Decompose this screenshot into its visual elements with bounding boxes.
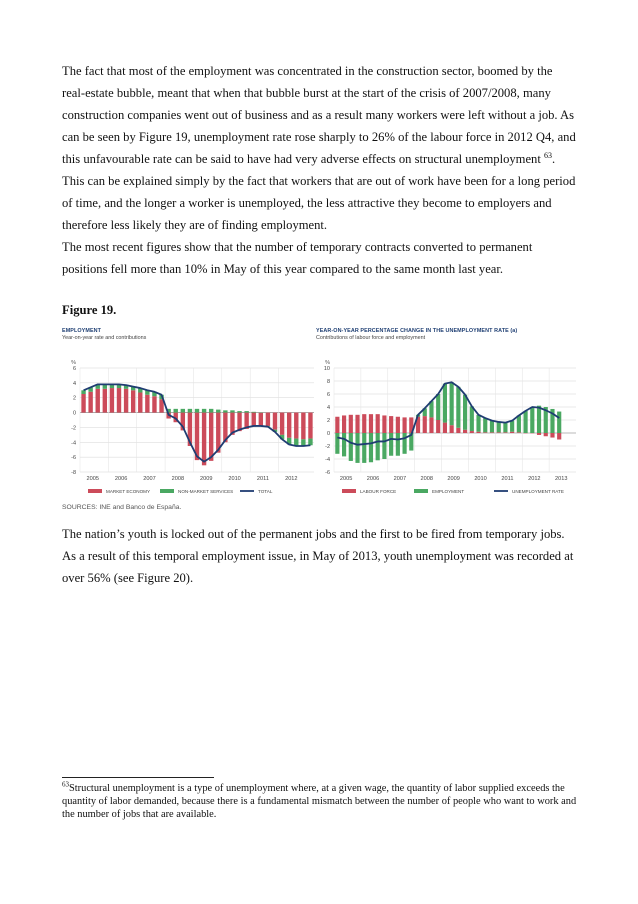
chart-2-bar-series-1: [443, 423, 447, 433]
chart-1-x-tick-label: 2006: [114, 476, 128, 482]
chart-1-legend-label: TOTAL: [258, 489, 273, 494]
chart-2-bar-series-2: [470, 406, 474, 431]
chart-1-title: EMPLOYMENT: [62, 328, 102, 334]
chart-1-bar-series-2: [195, 409, 199, 413]
chart-2-bar-series-2: [497, 422, 501, 432]
chart-2-y-tick-label: 6: [326, 392, 330, 398]
employment-chart: [62, 328, 327, 498]
chart-2-bar-series-1: [382, 415, 386, 433]
chart-1-bar-series-2: [252, 412, 256, 413]
chart-1-x-tick-label: 2008: [171, 476, 185, 482]
chart-1-legend-label: MARKET ECONOMY: [106, 489, 151, 494]
chart-1-bar-series-1: [88, 392, 92, 413]
chart-2-bar-series-2: [530, 407, 534, 433]
chart-1-bar-series-1: [209, 413, 213, 461]
chart-2-bar-series-2: [369, 433, 373, 462]
figure-sources: SOURCES: INE and Banco de España.: [62, 504, 182, 511]
chart-2-x-tick-label: 2011: [501, 476, 514, 482]
chart-2-bar-series-1: [349, 415, 353, 433]
chart-1-y-tick-label: -6: [71, 455, 76, 462]
chart-2-bar-series-1: [463, 430, 467, 433]
chart-1-bar-series-2: [216, 410, 220, 413]
chart-2-bar-series-1: [335, 417, 339, 433]
chart-2-x-tick-label: 2012: [528, 476, 541, 482]
chart-1-x-tick-label: 2012: [285, 476, 298, 482]
chart-2-bar-series-2: [456, 387, 460, 428]
chart-2-y-tick-label: -4: [325, 457, 330, 463]
chart-1-bar-series-1: [117, 388, 121, 413]
chart-2-x-tick-label: 2008: [420, 476, 433, 482]
chart-2-y-tick-label: 4: [326, 405, 330, 411]
chart-1-bar-series-1: [145, 395, 149, 413]
chart-2-bar-series-2: [402, 433, 406, 454]
chart-2-x-tick-label: 2013: [554, 476, 568, 482]
chart-2-bar-series-1: [342, 415, 346, 433]
chart-2-bar-series-1: [550, 433, 554, 438]
chart-2-bar-series-1: [544, 433, 548, 436]
chart-1-bar-series-2: [308, 439, 312, 446]
chart-2-bar-series-1: [497, 432, 501, 433]
chart-1-bar-series-2: [237, 411, 241, 412]
chart-1-bar-series-1: [259, 413, 263, 426]
chart-1-unit-label: %: [71, 360, 76, 366]
chart-2-bar-series-1: [436, 420, 440, 433]
chart-2-bar-series-2: [483, 418, 487, 432]
chart-1-bar-series-1: [202, 413, 206, 466]
chart-2-bar-series-1: [376, 414, 380, 433]
chart-1-bar-series-2: [230, 410, 234, 412]
chart-2-x-tick-label: 2007: [393, 476, 407, 482]
unemployment-chart: [316, 328, 580, 498]
chart-2-bar-series-1: [557, 433, 561, 440]
footnote-number: 63: [62, 780, 69, 789]
chart-1-y-tick-label: 2: [72, 395, 76, 402]
chart-1-x-tick-label: 2005: [86, 476, 99, 482]
paragraph-1: [62, 60, 577, 280]
chart-2-bar-series-2: [476, 415, 480, 432]
chart-1-legend-label: NON-MARKET SERVICES: [178, 489, 234, 494]
chart-2-bar-series-2: [517, 415, 521, 432]
chart-1-bar-series-2: [209, 409, 213, 413]
chart-1-bar-series-2: [244, 411, 248, 412]
chart-1-bar-series-1: [152, 396, 156, 412]
chart-2-bar-series-2: [503, 423, 507, 433]
chart-1-bar-series-1: [273, 413, 277, 430]
chart-2-subtitle: Contributions of labour force and employment: [316, 335, 426, 341]
chart-2-bar-series-1: [396, 417, 400, 433]
chart-2-bar-series-2: [382, 433, 386, 459]
chart-1-bar-series-1: [252, 413, 256, 427]
chart-2-bar-series-2: [349, 433, 353, 461]
chart-2-bar-series-1: [456, 428, 460, 433]
chart-1-x-tick-label: 2011: [256, 476, 269, 482]
chart-1-y-tick-label: -4: [71, 440, 76, 447]
chart-2-bar-series-2: [490, 421, 494, 433]
chart-2-y-tick-label: 10: [323, 366, 330, 372]
chart-2-y-tick-label: -6: [325, 470, 330, 476]
footnote-reference: 63: [544, 150, 553, 160]
chart-2-bar-series-1: [517, 432, 521, 433]
chart-2-unit-label: %: [325, 360, 330, 366]
chart-2-bar-series-1: [369, 414, 373, 433]
chart-2-legend-label: UNEMPLOYMENT RATE: [512, 489, 564, 494]
chart-2-bar-series-2: [450, 382, 454, 425]
chart-1-y-tick-label: 4: [72, 380, 76, 387]
chart-2-bar-series-1: [423, 416, 427, 433]
chart-1-bar-series-1: [308, 413, 312, 439]
chart-2-bar-series-1: [476, 432, 480, 433]
chart-2-bar-series-1: [450, 425, 454, 433]
chart-2-bar-series-1: [355, 415, 359, 433]
chart-1-y-tick-label: -8: [71, 470, 76, 476]
chart-2-legend-label: LABOUR FORCE: [360, 489, 397, 494]
chart-1-legend-swatch: [160, 489, 174, 493]
chart-2-bar-series-2: [463, 395, 467, 430]
chart-1-bar-series-1: [301, 413, 305, 440]
chart-2-bar-series-2: [389, 433, 393, 456]
chart-2-bar-series-1: [470, 431, 474, 433]
chart-2-bar-series-1: [362, 414, 366, 433]
chart-1-bar-series-1: [266, 413, 270, 426]
unemployment-chart-plot: [316, 342, 580, 502]
chart-2-bar-series-2: [436, 394, 440, 420]
paragraph-2: The most recent figures show that the number of temporary contracts converted to permanent positions fell more than 10% in May of this year compared to the same month last year.: [62, 240, 533, 276]
chart-2-bar-series-2: [510, 421, 514, 432]
chart-2-bar-series-2: [362, 433, 366, 463]
chart-1-bar-series-1: [110, 388, 114, 413]
employment-chart-plot: [62, 342, 327, 502]
chart-2-bar-series-1: [490, 432, 494, 433]
chart-2-bar-series-1: [510, 432, 514, 433]
chart-1-bar-series-1: [294, 413, 298, 439]
chart-2-y-tick-label: -2: [325, 444, 330, 450]
chart-2-bar-series-1: [537, 433, 541, 435]
chart-2-y-tick-label: 2: [326, 418, 330, 424]
chart-1-bar-series-2: [174, 409, 178, 413]
chart-1-x-tick-label: 2009: [199, 476, 213, 482]
chart-1-bar-series-2: [188, 409, 192, 413]
paragraph-1-rest: . This can be explained simply by the fact that workers that are out of work have been for a long period of time, and the longer a worker is unemployed, the less attractive they become to employers and therefore less likely they are of finding employment.: [62, 152, 576, 232]
chart-1-bar-series-1: [131, 390, 135, 412]
chart-1-bar-series-2: [181, 409, 185, 413]
chart-1-subtitle: Year-on-year rate and contributions: [62, 335, 147, 341]
chart-1-bar-series-2: [202, 409, 206, 413]
footnote-text: Structural unemployment is a type of unemployment where, at a given wage, the quantity of labor supplied exceeds the quantity of labor demanded, because there is a fundamental mismatch between the number of people who want to work and the number of jobs that are available.: [62, 783, 577, 820]
chart-1-bar-series-1: [103, 389, 107, 413]
chart-1-legend-swatch: [88, 489, 102, 493]
chart-2-bar-series-2: [376, 433, 380, 460]
chart-2-x-tick-label: 2005: [339, 476, 353, 482]
chart-2-title: YEAR-ON-YEAR PERCENTAGE CHANGE IN THE UNEMPLOYMENT RATE (a): [316, 328, 518, 334]
chart-2-bar-series-2: [342, 433, 346, 456]
figure-label: Figure 19.: [62, 303, 117, 317]
chart-2-bar-series-2: [396, 433, 400, 456]
chart-2-bar-series-2: [557, 412, 561, 433]
chart-1-y-tick-label: 0: [72, 410, 76, 417]
chart-1-y-tick-label: 6: [72, 366, 76, 372]
chart-2-y-tick-label: 8: [326, 379, 330, 385]
chart-2-x-tick-label: 2010: [474, 476, 487, 482]
chart-2-bar-series-1: [402, 417, 406, 433]
footnote-divider: [62, 777, 214, 778]
chart-2-bar-series-1: [483, 432, 487, 433]
chart-1-y-tick-label: -2: [71, 425, 76, 432]
chart-2-bar-series-1: [429, 417, 433, 433]
chart-2-bar-series-1: [503, 432, 507, 433]
chart-1-bar-series-1: [81, 394, 85, 413]
chart-1-x-tick-label: 2007: [143, 476, 156, 482]
chart-1-bar-series-1: [280, 413, 284, 435]
chart-1-bar-series-2: [81, 390, 85, 394]
chart-2-bar-series-1: [389, 416, 393, 433]
chart-2-bar-series-2: [537, 406, 541, 433]
paragraph-3: The nation’s youth is locked out of the permanent jobs and the first to be fired from temporary jobs. As a result of this temporal employment issue, in May of 2013, youth unemployment was recorded at over 56% (see Figure 20).: [62, 527, 574, 585]
chart-2-legend-swatch: [342, 489, 356, 493]
chart-1-bar-series-2: [223, 410, 227, 412]
chart-2-x-tick-label: 2006: [366, 476, 380, 482]
chart-2-bar-series-2: [443, 384, 447, 423]
chart-1-bar-series-1: [138, 393, 142, 413]
footnote: [62, 782, 582, 821]
chart-2-x-tick-label: 2009: [447, 476, 460, 482]
chart-2-bar-series-2: [335, 433, 339, 454]
chart-2-y-tick-label: 0: [326, 431, 330, 437]
chart-1-x-tick-label: 2010: [228, 476, 241, 482]
chart-2-legend-swatch: [414, 489, 428, 493]
chart-1-bar-series-1: [287, 413, 291, 438]
chart-2-bar-series-2: [355, 433, 359, 463]
paragraph-1-text: The fact that most of the employment was concentrated in the construction sector, boomed by the real-estate bubble, meant that when that bubble burst at the start of the crisis of 2007/2008, many construction companies went out of business and as a result many workers were left without a job. As can be seen by Figure 19, unemployment rate rose sharply to 26% of the labour force in 2012 Q4, and this unfavourable rate can be said to have had very adverse effects on structural unemployment: [62, 64, 576, 166]
chart-1-bar-series-1: [124, 389, 128, 413]
chart-1-bar-series-1: [96, 389, 100, 413]
chart-2-bar-series-2: [523, 411, 527, 433]
chart-2-legend-label: EMPLOYMENT: [432, 489, 465, 494]
